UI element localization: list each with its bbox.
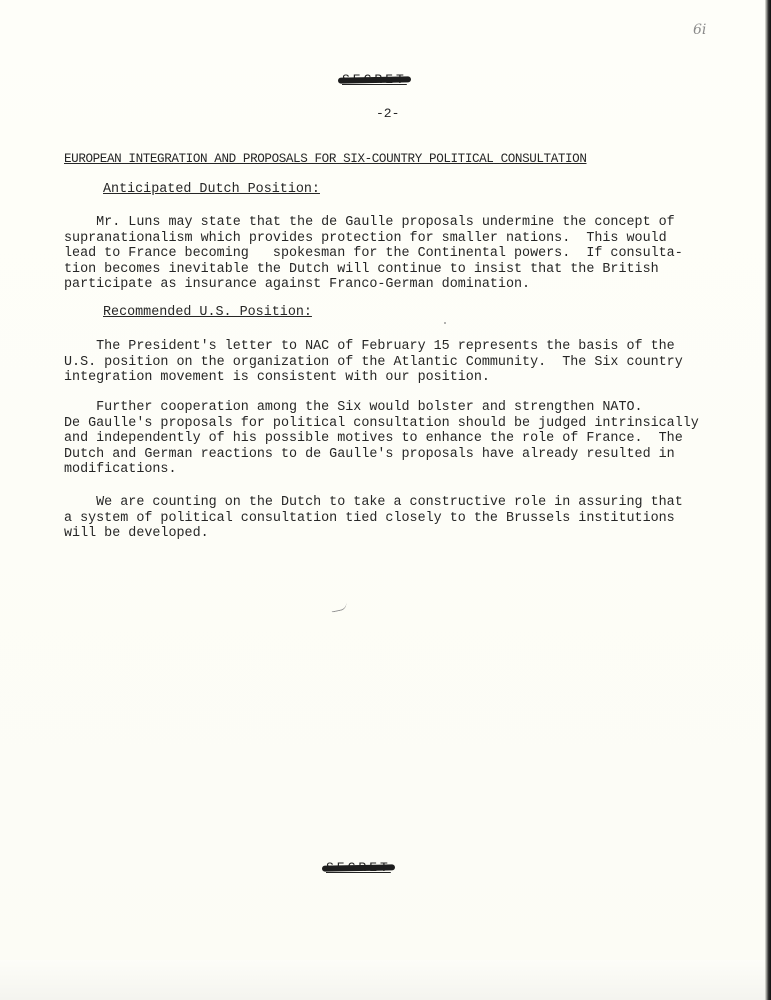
subheading-us-position: Recommended U.S. Position:: [103, 305, 312, 320]
subheading-dutch-position: Anticipated Dutch Position:: [103, 182, 320, 197]
scan-bottom-margin: [0, 960, 771, 1000]
text-line: De Gaulle's proposals for political consultation should be judged intrinsically: [64, 415, 699, 431]
classification-marking-top: [342, 72, 407, 87]
document-heading: EUROPEAN INTEGRATION AND PROPOSALS FOR SIX-COUNTRY POLITICAL CONSULTATION: [64, 152, 587, 166]
handwritten-page-mark: 6i: [693, 22, 707, 38]
text-line: will be developed.: [64, 526, 209, 541]
paragraph-further-cooperation: [64, 400, 699, 478]
classification-marking-bottom: [326, 860, 391, 875]
text-line: participate as insurance against Franco-German domination.: [64, 277, 531, 292]
text-line: modifications.: [64, 462, 177, 477]
text-line: Mr. Luns may state that the de Gaulle proposals undermine the concept of: [64, 215, 675, 230]
scan-right-edge: [765, 0, 771, 1000]
page-number: -2-: [376, 106, 400, 121]
text-line: The President's letter to NAC of February 15 represents the basis of the: [64, 339, 675, 354]
text-line: We are counting on the Dutch to take a constructive role in assuring that: [64, 495, 683, 510]
text-line: Dutch and German reactions to de Gaulle's proposals have already resulted in: [64, 446, 675, 462]
paragraph-dutch-position: [64, 215, 683, 293]
text-line: U.S. position on the organization of the Atlantic Community. The Six country: [64, 354, 683, 370]
redaction-strike-top: [338, 76, 411, 83]
paper-speck: [444, 322, 446, 324]
text-line: integration movement is consistent with our position.: [64, 370, 490, 385]
redaction-strike-bottom: [322, 864, 395, 871]
paragraph-presidents-letter: [64, 339, 683, 386]
text-line: supranationalism which provides protection for smaller nations. This would: [64, 230, 667, 246]
stray-pen-mark: [330, 602, 347, 612]
text-line: and independently of his possible motives to enhance the role of France. The: [64, 431, 683, 446]
text-line: Further cooperation among the Six would bolster and strengthen NATO.: [64, 400, 643, 415]
text-line: a system of political consultation tied closely to the Brussels institutions: [64, 510, 675, 526]
text-line: lead to France becoming spokesman for the Continental powers. If consulta-: [64, 246, 683, 261]
paragraph-counting-on-dutch: [64, 495, 683, 542]
text-line: tion becomes inevitable the Dutch will continue to insist that the British: [64, 261, 659, 277]
